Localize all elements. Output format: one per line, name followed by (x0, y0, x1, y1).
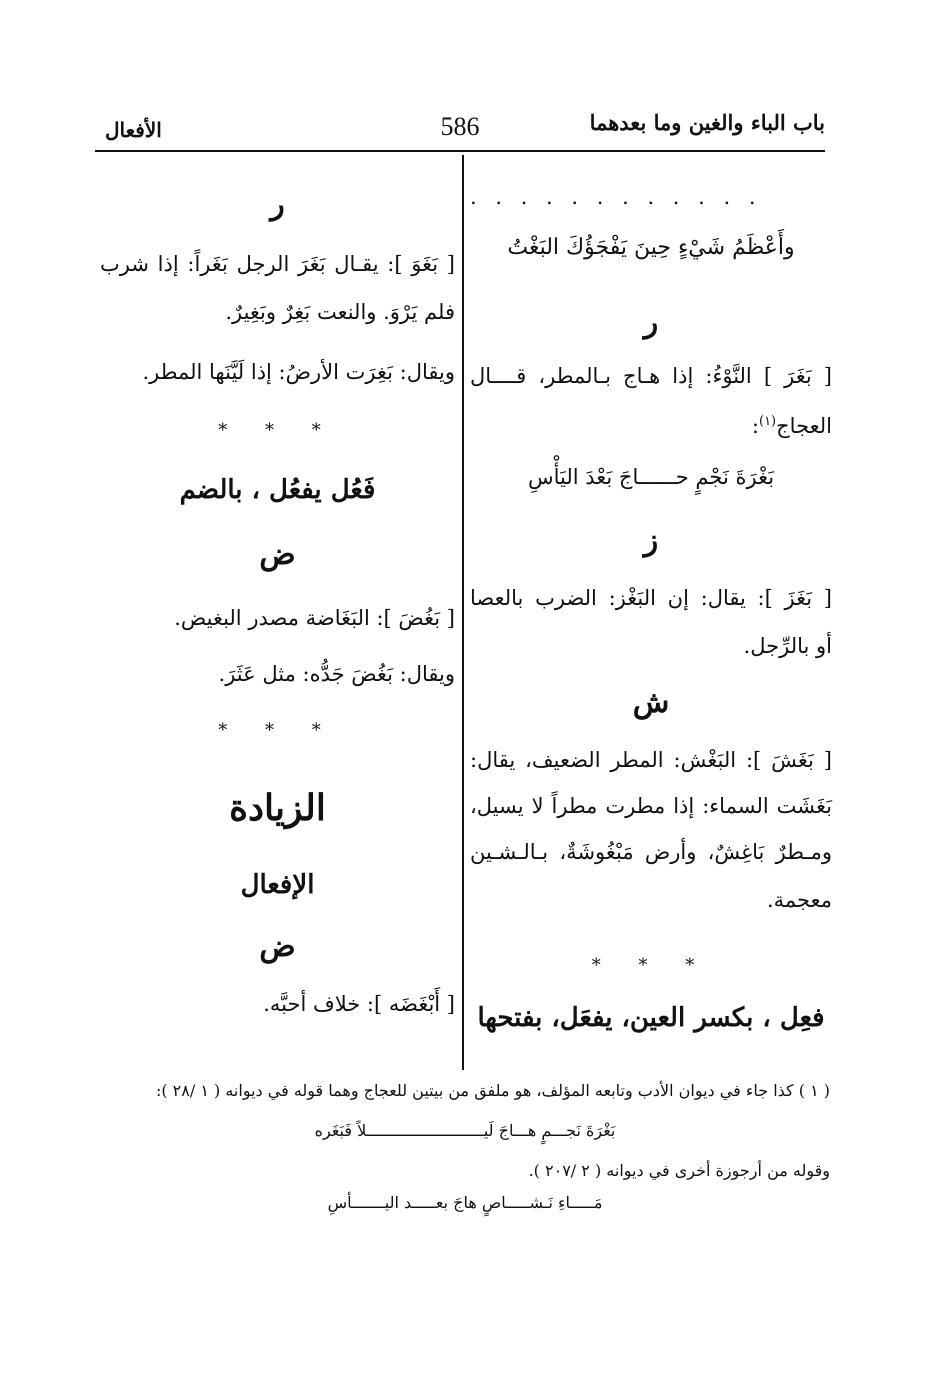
entry-baghudh-line1: [ بَغُضَ ]: البَغَاضة مصدر البغيض. (174, 606, 455, 630)
entry-baghash-line1: [ بَغَشَ ]: البَغْش: المطر الضعيف، يقال: (470, 748, 832, 772)
letter-heading-dad: ض (259, 929, 296, 964)
letter-heading-ra: ر (270, 187, 285, 222)
entry-baghash-line2: بَغَشَت السماء: إذا مطرت مطراً لا يسيل، (470, 794, 832, 818)
chapter-title: باب الباء والغين وما بعدهما (589, 110, 825, 135)
separator-stars: * * * (218, 720, 337, 741)
verse-line: وأَعْظَمُ شَيْءٍ حِينَ يَفْجَؤُكَ البَغْتُ (507, 235, 795, 260)
footnote-line: ( ١ ) كذا جاء في ديوان الأدب وتابعه المؤلف، هو ملفق من بيتين للعجاج وهما قوله في ديوانه ( ١ /٢٨ ): (155, 1081, 830, 1100)
letter-heading-shin: ش (632, 685, 670, 720)
entry-baghw-line2: فلم يَرْوَ. والنعت بَغِرٌ وبَغِيرٌ. (225, 300, 455, 324)
footnote-verse: بَغْرَةَ نَجـــمٍ هـــاجَ لَيـــــــــــــــــــــــــلاً فَبَغَره (314, 1121, 616, 1140)
separator-stars: * * * (218, 420, 337, 441)
column-divider (462, 155, 464, 1070)
poet-name: العجاج (776, 414, 832, 438)
verse-line: بَغْرَةَ نَجْمٍ حــــــاجَ بَعْدَ اليَأْسِ (527, 465, 775, 489)
page-header (95, 110, 825, 150)
ziyada-heading: الزيادة (229, 787, 326, 829)
page-number: 586 (440, 112, 480, 141)
entry-baghar-line2 (470, 399, 832, 449)
entry-baghw-line1: [ بَغَوَ ]: يقـال بَغَرَ الرجل بَغَراً: إذا شرب (100, 252, 455, 276)
header-rule (95, 150, 825, 152)
entry-baghar-line1: [ بَغَرَ ] النَّوْءُ: إذا هـاج بـالمطر، قــــال (470, 364, 832, 388)
entry-baghw-line3: ويقال: بَغِرَت الأرضُ: إذا لَيَّنَها المطر. (142, 360, 455, 384)
section-heading: فعِل ، بكسر العين، يفعَل، بفتحها (477, 1003, 825, 1033)
footnote-line: وقوله من أرجوزة أخرى في ديوانه ( ٢ /٢٠٧ ). (528, 1161, 830, 1180)
entry-baghash-line3: ومـطرٌ بَاغِشٌ، وأرض مَبْغُوشَةٌ، بـالـشـين (470, 840, 832, 864)
ellipsis-dots: . . . . . . . . . . . . (470, 185, 762, 209)
section-heading: فَعُل يفعُل ، بالضم (179, 475, 376, 505)
separator-stars: * * * (591, 955, 711, 976)
ifal-heading: الإفعال (240, 870, 315, 900)
entry-abghadh: [ أَبْغَضَه ]: خلاف أحبَّه. (263, 992, 455, 1016)
colon: : (751, 414, 759, 438)
entry-baghaz-line2: أو بالرِّجل. (743, 634, 832, 658)
entry-baghudh-line2: ويقال: بَغُضَ جَدُّه: مثل عَثَرَ. (218, 662, 455, 686)
entry-baghash-line4: معجمة. (766, 888, 832, 912)
letter-heading-dad: ض (259, 537, 296, 572)
section-title: الأفعال (105, 118, 162, 142)
footnote-ref[interactable]: (١) (758, 414, 777, 429)
letter-heading-zay: ز (643, 523, 659, 558)
entry-baghaz-line1: [ بَغَزَ ]: يقال: إن البَغْز: الضرب بالعصا (470, 586, 832, 610)
letter-heading-ra: ر (643, 305, 659, 340)
footnote-verse: مَـــــاءِ نَـشـــــاصٍ هاجَ بعـــــد اليـــــــأسِ (327, 1193, 603, 1212)
